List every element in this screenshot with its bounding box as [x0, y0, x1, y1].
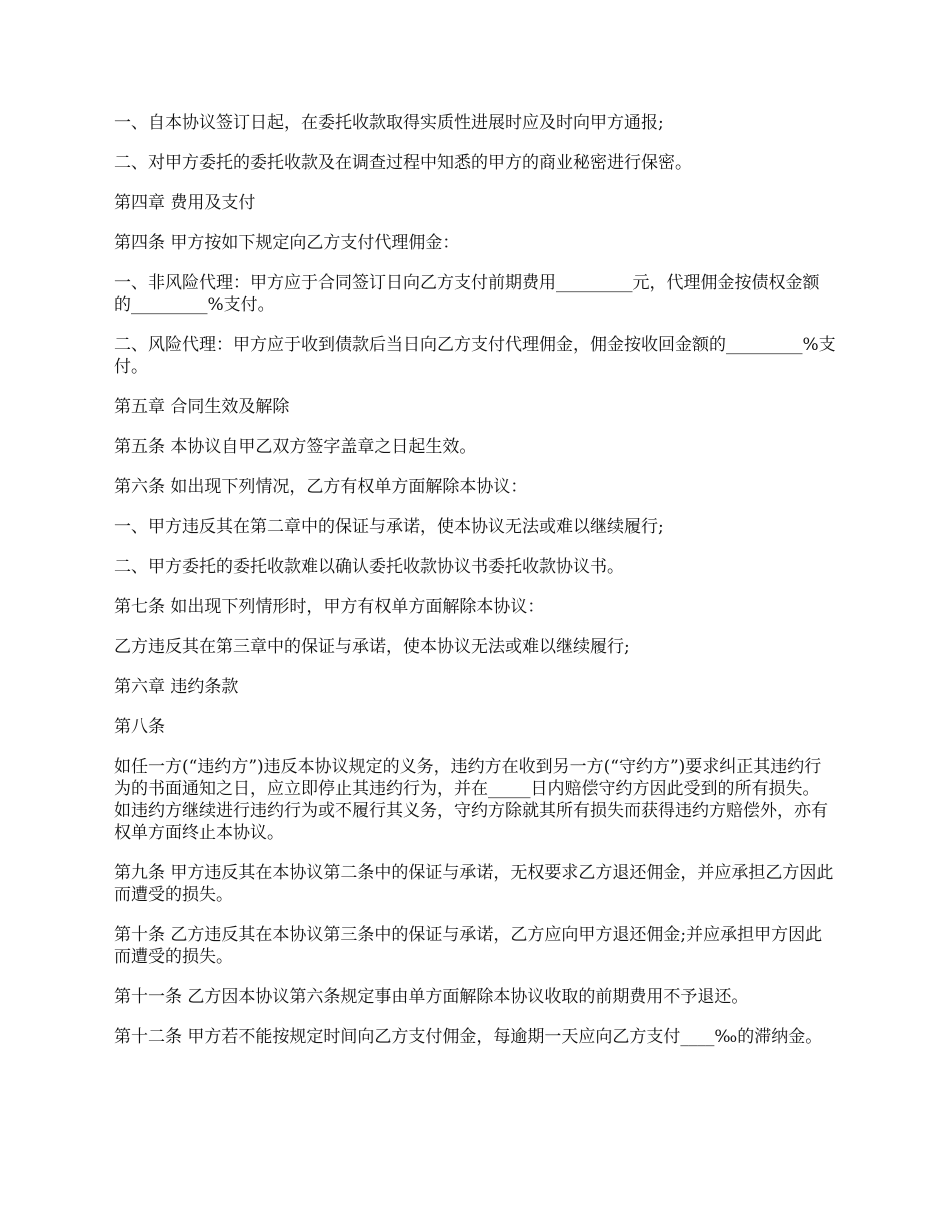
article-8-heading: 第八条: [114, 717, 165, 737]
paragraph-article-6-item-1: 一、甲方违反其在第二章中的保证与承诺，使本协议无法或难以继续履行;: [114, 517, 664, 537]
article-7: 第七条 如出现下列情形时，甲方有权单方面解除本协议：: [114, 597, 545, 617]
article-9: 第九条 甲方违反其在本协议第二条中的保证与承诺，无权要求乙方退还佣金，并应承担乙方因此而遭受的损失。: [114, 863, 834, 905]
article-10: 第十条 乙方违反其在本协议第三条中的保证与承诺，乙方应向甲方退还佣金;并应承担甲方因此而遭受的损失。: [114, 925, 823, 967]
document-body: [114, 112, 836, 1066]
paragraph-non-risk-agency: 一、非风险代理：甲方应于合同签订日向乙方支付前期费用_________元，代理佣金按债权金额的_________%支付。: [114, 273, 820, 315]
paragraph-1: 一、自本协议签订日起，在委托收款取得实质性进展时应及时向甲方通报;: [114, 113, 664, 133]
chapter-4-heading: 第四章 费用及支付: [114, 193, 256, 213]
paragraph-article-7-item: 乙方违反其在第三章中的保证与承诺，使本协议无法或难以继续履行;: [114, 637, 630, 657]
paragraph-article-6-item-2: 二、甲方委托的委托收款难以确认委托收款协议书委托收款协议书。: [114, 557, 624, 577]
chapter-5-heading: 第五章 合同生效及解除: [114, 397, 290, 417]
paragraph-article-8-body: 如任一方(“违约方”)违反本协议规定的义务，违约方在收到另一方(“守约方”)要求纠正其违约行为的书面通知之日，应立即停止其违约行为，并在_____日内赔偿守约方因此受到的所有损失。如违约方继续进行违约行为或不履行其义务，守约方除就其所有损失而获得违约方赔偿外，亦有权单方面终止本协议。: [114, 757, 828, 843]
article-12: 第十二条 甲方若不能按规定时间向乙方支付佣金，每逾期一天应向乙方支付____‰的滞纳金。: [114, 1027, 823, 1047]
article-4: 第四条 甲方按如下规定向乙方支付代理佣金：: [114, 233, 460, 253]
article-6: 第六条 如出现下列情况，乙方有权单方面解除本协议：: [114, 477, 528, 497]
chapter-6-heading: 第六章 违约条款: [114, 677, 239, 697]
article-11: 第十一条 乙方因本协议第六条规定事由单方面解除本协议收取的前期费用不予退还。: [114, 987, 749, 1007]
paragraph-risk-agency: 二、风险代理：甲方应于收到债款后当日向乙方支付代理佣金，佣金按收回金额的_________%支付。: [114, 335, 836, 377]
article-5: 第五条 本协议自甲乙双方签字盖章之日起生效。: [114, 437, 477, 457]
paragraph-2: 二、对甲方委托的委托收款及在调查过程中知悉的甲方的商业秘密进行保密。: [114, 153, 692, 173]
